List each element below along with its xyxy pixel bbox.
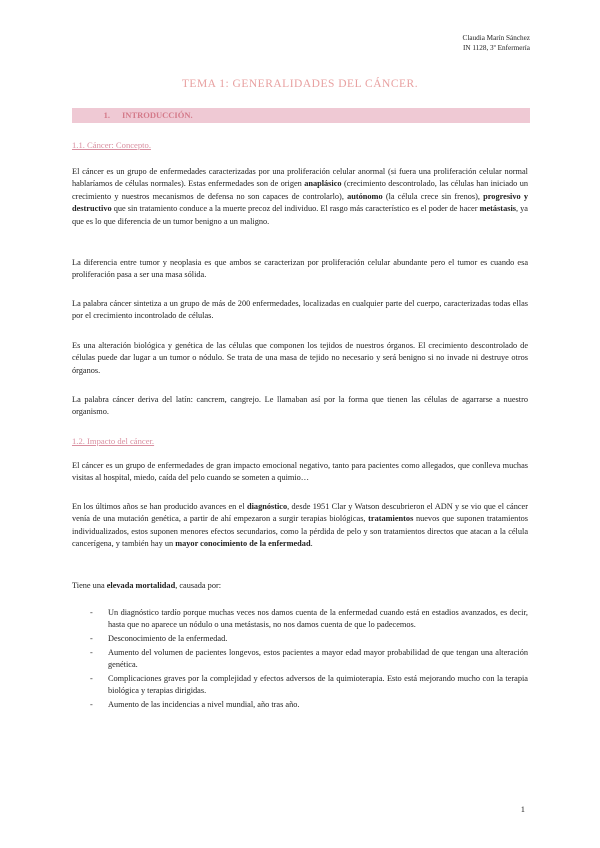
section-label: INTRODUCCIÓN. (122, 110, 193, 120)
paragraph-tumor-neoplasia: La diferencia entre tumor y neoplasia es que ambos se caracterizan por proliferación celular abundante pero el tumor es cuando esa proliferación pasa a ser una masa sólida. (72, 258, 528, 280)
paragraph-etymology: La palabra cáncer deriva del latín: cancrem, cangrejo. Le llamaban así por la forma que tienen las células de agarrarse a nuestro organismo. (72, 395, 528, 417)
paragraph-advances (72, 501, 528, 551)
list-item-text: Un diagnóstico tardío porque muchas veces nos damos cuenta de la enfermedad cuando está en estadios avanzados, es decir, hasta que no aparece un nódulo o una metástasis, no nos damos cuenta de que lo padecemos. (108, 608, 528, 630)
text-run: , causada por: (175, 581, 222, 590)
bold-term: diagnóstico (247, 502, 288, 511)
text-run: nuevos que suponen tratamientos individualizados, estos suponen menores efectos secundarios, como la pérdida de pelo y son tratamientos directos que atacan a la célula cancerígena, y también hay un (72, 514, 529, 549)
section-number: 1. (103, 110, 110, 120)
list-item (72, 699, 528, 711)
text-run: En los últimos años se han producido avances en el (72, 502, 247, 511)
list-item (72, 673, 528, 698)
bullet-dash: - (90, 608, 93, 617)
text-run: (crecimiento descontrolado, las células han iniciado un crecimiento y nuestros mecanismos de defensa no son capaces de controlarlo), (72, 179, 528, 201)
bold-term: metástasis (479, 204, 516, 214)
text-run: Tiene una (72, 581, 107, 590)
paragraph-word-cancer: La palabra cáncer sintetiza a un grupo de más de 200 enfermedades, localizadas en cualquier parte del cuerpo, caracterizadas todas ellas por el crecimiento incontrolado de células. (72, 299, 528, 321)
list-item-text: Desconocimiento de la enfermedad. (108, 634, 228, 644)
text-run: , ya que es lo que diferencia de un tumor benigno a un maligno. (72, 204, 528, 226)
bullet-dash: - (90, 700, 93, 710)
bold-term: autónomo (347, 191, 383, 201)
bold-term: mayor conocimiento de la enfermedad (175, 539, 311, 549)
author-name: Claudia Marín Sánchez (462, 34, 530, 42)
bold-term: anaplásico (304, 179, 342, 189)
bold-term: progresivo y destructivo (72, 191, 529, 214)
paragraph-emotional-impact: El cáncer es un grupo de enfermedades de gran impacto emocional negativo, tanto para pacientes como allegados, que conlleva muchas visitas al hospital, miedo, caída del pelo cuando se someten a quimio… (72, 461, 528, 483)
paragraph-cancer-definition (72, 166, 528, 228)
list-item (72, 647, 528, 672)
bullet-dash: - (90, 647, 93, 657)
bold-term: elevada mortalidad (106, 581, 176, 590)
page-number: 1 (520, 804, 525, 814)
paragraph-mortality (72, 580, 528, 592)
section-heading (72, 108, 530, 123)
list-item (72, 607, 528, 632)
page-header (330, 33, 530, 53)
mortality-causes-list (72, 607, 528, 713)
text-run: . (310, 539, 313, 549)
text-run: El cáncer es un grupo de enfermedades caracterizadas por una proliferación celular anormal (si fuera una proliferación celular normal hablaríamos de células normales). Estas enfermedades son de origen (72, 167, 528, 189)
subsection-title-impact: 1.2. Impacto del cáncer. (72, 436, 155, 446)
text-run: (la célula crece sin frenos), (382, 191, 484, 201)
document-title: TEMA 1: GENERALIDADES DEL CÁNCER. (181, 78, 419, 90)
subsection-title-concept: 1.1. Cáncer: Concepto. (72, 140, 151, 150)
list-item-text: Aumento de las incidencias a nivel mundial, año tras año. (108, 700, 300, 710)
list-item-text: Aumento del volumen de pacientes longevos, estos pacientes a mayor edad mayor probabilidad de que tengan una alteración genética. (108, 647, 528, 670)
list-item-text: Complicaciones graves por la complejidad y efectos adversos de la quimioterapia. Esto está mejorando mucho con la terapia biológica y terapias dirigidas. (108, 673, 528, 696)
course-info: IN 1128, 3º Enfermería (462, 44, 530, 52)
paragraph-biological-alteration: Es una alteración biológica y genética de las células que componen los tejidos de nuestros órganos. El crecimiento descontrolado de células puede dar lugar a un tumor o nódulo. Se trata de una masa de tejido no necesario y será benigno si no invade ni destruye otros órganos. (72, 341, 528, 375)
text-run: que sin tratamiento conduce a la muerte precoz del individuo. El rasgo más característico es el poder de hacer (111, 204, 480, 214)
bullet-dash: - (90, 673, 93, 683)
list-item (72, 633, 528, 645)
bold-term: tratamientos (368, 514, 414, 524)
text-run: , desde 1951 Clar y Watson descubrieron el ADN y se vio que el cáncer venía de una mutación genética, a partir de ahí empezaron a surgir terapias biológicas, (72, 502, 528, 524)
bullet-dash: - (90, 634, 93, 644)
